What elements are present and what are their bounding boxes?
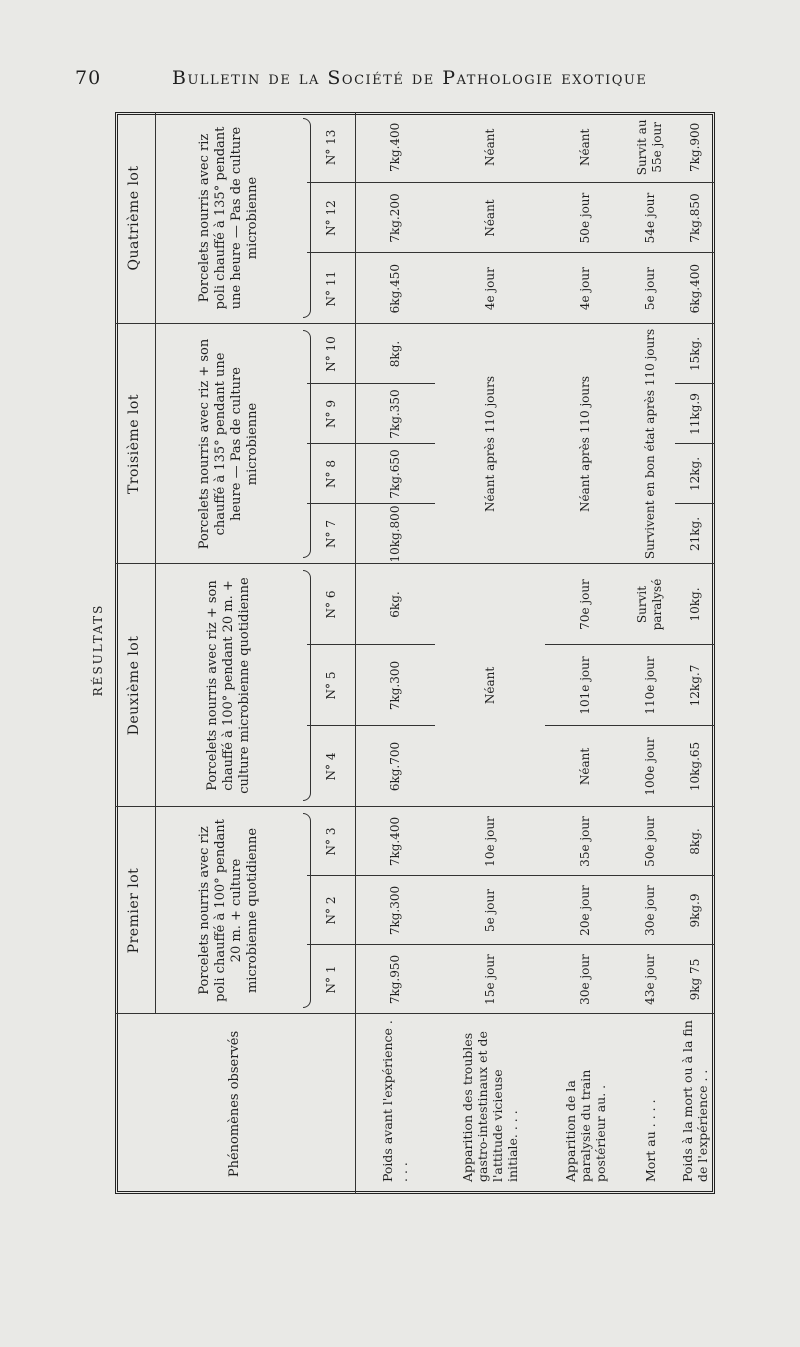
data-cell: 7kg.350 — [387, 389, 402, 439]
data-cell: 110e jour — [642, 656, 657, 715]
data-cell: 7kg.300 — [387, 660, 402, 711]
row-label: Poids à la mort ou à la fin de l'expérience . . — [680, 1020, 710, 1182]
data-cell-span: Néant après 110 jours — [482, 375, 497, 513]
data-cell: 43e jour — [642, 954, 657, 1005]
data-cell: 20e jour — [577, 885, 592, 936]
data-cell: 101e jour — [577, 656, 592, 715]
data-cell: 9kg 75 — [687, 958, 702, 1001]
data-cell: 15kg. — [687, 336, 702, 372]
data-cell: 7kg.950 — [387, 954, 402, 1005]
data-cell: 7kg.300 — [387, 885, 402, 936]
data-cell: 100e jour — [642, 737, 657, 796]
row-label: Mort au . . . . — [642, 1099, 658, 1182]
row-label: Poids avant l'expérience . . . . — [380, 1020, 410, 1182]
data-cell-span: Néant — [482, 666, 497, 705]
data-cell: 30e jour — [642, 885, 657, 936]
animal-number: N° 11 — [323, 270, 338, 307]
data-cell: 11kg.9 — [687, 393, 702, 435]
data-cell: 10kg. — [687, 587, 702, 622]
data-cell: 12kg.7 — [687, 664, 702, 707]
lot-description: Porcelets nourris avec riz + son chauffé à 100° pendant 20 m. + culture microbienne quotidienne — [205, 577, 252, 794]
data-cell-span: Survivent en bon état après 110 jours — [642, 328, 657, 560]
data-cell: 4e jour — [577, 267, 592, 311]
animal-number: N° 9 — [323, 400, 338, 428]
data-cell: 15e jour — [482, 954, 497, 1005]
data-cell: 6kg.400 — [687, 264, 702, 314]
data-cell: 12kg. — [687, 456, 702, 492]
data-cell: 7kg.850 — [687, 193, 702, 243]
animal-number: N° 10 — [323, 336, 338, 372]
page-number: 70 — [75, 67, 102, 89]
data-cell: 10kg.65 — [687, 741, 702, 792]
data-cell: 6kg.700 — [387, 741, 402, 792]
data-cell: 4e jour — [482, 267, 497, 311]
animal-number: N° 1 — [323, 965, 338, 994]
data-cell: 50e jour — [577, 192, 592, 244]
data-cell: Survit paralysé — [635, 578, 664, 631]
running-title: Bulletin de la Société de Pathologie exotique — [172, 67, 648, 89]
animal-number: N° 12 — [323, 200, 338, 236]
rule — [155, 112, 156, 1014]
data-cell: 35e jour — [577, 816, 592, 867]
lot-title: Premier lot — [126, 867, 143, 954]
data-cell: 5e jour — [482, 889, 497, 932]
data-cell: 8kg. — [387, 340, 402, 368]
data-cell: 21kg. — [687, 516, 702, 552]
data-cell: 7kg.200 — [387, 193, 402, 243]
data-cell: Néant — [482, 128, 497, 166]
data-cell: 54e jour — [642, 192, 657, 244]
data-cell: 6kg.450 — [387, 264, 402, 314]
animal-number: N° 8 — [323, 460, 338, 488]
data-cell: 7kg.400 — [387, 816, 402, 867]
animal-number: N° 3 — [323, 827, 338, 856]
data-cell-span: Néant après 110 jours — [577, 375, 592, 513]
animal-number: N° 7 — [323, 520, 338, 548]
lot-title: Quatrième lot — [126, 165, 143, 271]
lot-title: Troisième lot — [126, 394, 143, 494]
data-cell: 9kg.9 — [687, 893, 702, 928]
data-cell: Survit au 55e jour — [635, 119, 664, 176]
data-cell: 6kg. — [387, 591, 402, 618]
data-cell: 10e jour — [482, 816, 497, 867]
data-cell: 7kg.400 — [387, 122, 402, 172]
animal-number: N° 6 — [323, 590, 338, 619]
lot-description: Porcelets nourris avec riz poli chauffé à 135° pendant une heure — Pas de culture microbienne — [197, 126, 260, 310]
lot-description: Porcelets nourris avec riz poli chauffé à 100° pendant 20 m. + culture microbienne quotidienne — [197, 819, 260, 1002]
phenomena-header: Phénomènes observés — [227, 1030, 243, 1178]
data-cell: 7kg.900 — [687, 122, 702, 172]
animal-number: N° 4 — [323, 752, 338, 781]
page-header — [0, 55, 800, 95]
data-cell: Néant — [577, 747, 592, 786]
data-cell: 7kg.650 — [387, 449, 402, 499]
data-cell: 8kg. — [687, 828, 702, 855]
lot-description: Porcelets nourris avec riz + son chauffé à 135° pendant une heure — Pas de culture microbienne — [197, 338, 260, 550]
animal-number: N° 2 — [323, 896, 338, 925]
row-label: Apparition des troubles gastro-intestinaux et de l'attitude vicieuse initiale. . . . — [460, 1031, 520, 1182]
section-title: RÉSULTATS — [91, 603, 105, 697]
lot-title: Deuxième lot — [126, 635, 143, 736]
animal-number: N° 13 — [323, 129, 338, 166]
data-cell: Néant — [577, 128, 592, 166]
data-cell: Néant — [482, 199, 497, 237]
results-table — [115, 112, 715, 1194]
animal-number: N° 5 — [323, 671, 338, 700]
data-cell: 70e jour — [577, 579, 592, 630]
row-label: Apparition de la paralysie du train postérieur au. . — [562, 1069, 608, 1182]
data-cell: 5e jour — [642, 267, 657, 311]
data-cell: 50e jour — [642, 816, 657, 867]
data-cell: 10kg.800 — [387, 505, 402, 563]
data-cell: 30e jour — [577, 954, 592, 1005]
